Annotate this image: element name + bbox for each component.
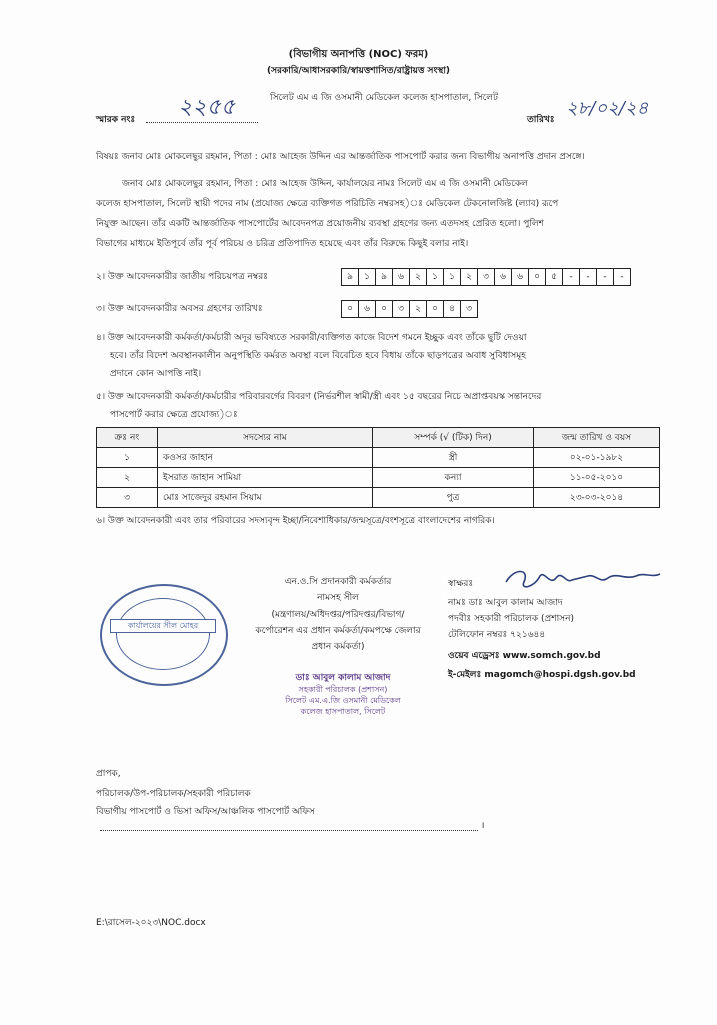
cell-relation: পুত্র [373, 488, 534, 508]
nid-digit: ৬ [494, 268, 512, 286]
nid-digit: - [562, 268, 580, 286]
seal-designation: সহকারী পরিচালক (প্রশাসন) [298, 685, 388, 694]
date-handwritten: ২৮/০২/২৪ [566, 98, 649, 119]
nid-digit: ১ [358, 268, 376, 286]
cell-birthdate: ০২-০১-১৯৮২ [534, 448, 660, 468]
table-row [97, 448, 660, 468]
seal-name: ডাঃ আবুল কালাম আজাদ [295, 673, 391, 683]
nid-digit: ১ [443, 268, 461, 286]
nid-label: ২। উক্ত আবেদনকারীর জাতীয় পরিচয়পত্র নম্বরঃ [96, 272, 268, 282]
noc-officer-line5: প্রধান কর্মকর্তা) [311, 642, 365, 652]
file-path: E:\রাসেল-২০২৩\NOC.docx [96, 918, 206, 928]
family-table [96, 427, 660, 508]
recipient-end-mark: । [481, 821, 485, 831]
seal-office-line1: সিলেট এম.এ.জি ওসমানী মেডিকেল [285, 696, 401, 705]
signer-designation: পদবীঃ সহকারী পরিচালক (প্রশাসন) [448, 614, 575, 624]
col-member-name: সদস্যের নাম [158, 428, 373, 448]
nid-digit: - [613, 268, 631, 286]
retirement-digit-boxes [341, 300, 477, 318]
item6-line: ৬। উক্ত আবেদনকারী এবং তার পরিবারের সদস্যবৃন্দ ইচ্ছা/নিবেশাধিকার/জন্মসূত্রে/বংশসূত্রে বাংলাদেশের নাগরিক। [96, 516, 495, 526]
noc-officer-line2: নামসহ সীল [317, 593, 359, 603]
nid-digit: ৫ [545, 268, 563, 286]
nid-digit: ৬ [392, 268, 410, 286]
nid-digit: ০ [528, 268, 546, 286]
memo-handwritten: ২২৫৫ [178, 95, 236, 120]
cell-serial: ১ [97, 448, 158, 468]
cell-member-name: মোঃ সাজেদুর রহমান সিয়াম [158, 488, 373, 508]
item4-line1: ৪। উক্ত আবেদনকারী কর্মকর্তা/কর্মচারী অদূর ভবিষ্যতে সরকারী/ব্যক্তিগত কাজে বিদেশ গমনে ইচ্ছুক এবং তাঁকে ছুটি দেওয়া [96, 333, 527, 343]
table-header-row [97, 428, 660, 448]
stamp-label: কার্যালয়ের সীল মোহর [110, 619, 216, 633]
cell-relation: স্ত্রী [373, 448, 534, 468]
retirement-digit: ০ [341, 300, 359, 318]
noc-officer-line4: কর্পোরেশন এর প্রধান কর্মকর্তা/কমপক্ষে জেলার [255, 626, 421, 636]
nid-digit: ২ [460, 268, 478, 286]
retirement-digit: ৪ [443, 300, 461, 318]
stamp-inner-ring [116, 598, 210, 670]
item4-line3: প্রদানে কোন আপত্তি নাই। [110, 369, 202, 379]
retirement-digit: ২ [409, 300, 427, 318]
signer-email: ই-মেইলঃ magomch@hospi.dgsh.gov.bd [448, 670, 636, 680]
form-subtitle: (সরকারি/আধাসরকারি/স্বায়ত্তশাসিত/রাষ্ট্রায়ত্ত সংস্থা) [266, 66, 451, 76]
recipient-line1: পরিচালক/উপ-পরিচালক/সহকারী পরিচালক [96, 789, 251, 799]
name-seal [258, 672, 428, 717]
cell-birthdate: ২৩-০৩-২০১৪ [534, 488, 660, 508]
para1-line1: জনাব মোঃ মোকলেছুর রহমান, পিতা : মোঃ আহেজ উদ্দিন, কার্যালয়ের নামঃ সিলেট এম এ জি ওসমানী মেডিকেল [122, 179, 528, 189]
nid-digit: ২ [409, 268, 427, 286]
nid-digit: ৩ [477, 268, 495, 286]
institution-name: সিলেট এম এ জি ওসমানী মেডিকেল কলেজ হাসপাতাল, সিলেট [270, 93, 498, 103]
cell-serial: ২ [97, 468, 158, 488]
retirement-digit: ৩ [460, 300, 478, 318]
noc-officer-line1: এন.ও.সি প্রদানকারী কর্মকর্তার [284, 577, 392, 587]
cell-member-name: ইসরাত জাহান সামিয়া [158, 468, 373, 488]
cell-relation: কন্যা [373, 468, 534, 488]
nid-digit: ৯ [375, 268, 393, 286]
col-relation: সম্পর্ক (√ (টিক) দিন) [373, 428, 534, 448]
para1-line3: নিযুক্ত আছেন। তাঁর একটি আন্তর্জাতিক পাসপোর্টের আবেদনপত্র প্রয়োজনীয় ব্যবস্থা গ্রহণের জন্য এতদসহ প্রেরিত হলো। পুলিশ [96, 219, 544, 229]
retirement-digit: ০ [426, 300, 444, 318]
item5-line1: ৫। উক্ত আবেদনকারী কর্মকর্তা/কর্মচারীর পরিবারবর্গের বিবরণ (নির্ভরশীল স্বামী/স্ত্রী এবং ১৫ বছরের নিচে অপ্রাপ্তবয়স্ক সন্তানদের [96, 392, 542, 402]
retirement-digit: ৬ [358, 300, 376, 318]
retirement-digit: ০ [375, 300, 393, 318]
signer-name: নামঃ ডাঃ আবুল কালাম আজাদ [448, 598, 563, 608]
retirement-digit: ৩ [392, 300, 410, 318]
cell-serial: ৩ [97, 488, 158, 508]
item4-line2: হবে। তাঁর বিদেশ অবস্থানকালীন অনুপস্থিতি কর্মরত অবস্থা বলে বিবেচিত হবে বিধায় তাঁকে ছাড়পত্রের অবাধ সুবিধাসমূহ [110, 351, 526, 361]
item5-line2: পাসপোর্ট করার ক্ষেত্রে প্রযোজ্য)ঃ [110, 410, 238, 420]
nid-digit: ৯ [341, 268, 359, 286]
table-row [97, 468, 660, 488]
nid-digit: - [596, 268, 614, 286]
col-birthdate: জন্ম তারিখ ও বয়স [534, 428, 660, 448]
form-title: (বিভাগীয় অনাপত্তি (NOC) ফরম) [288, 49, 429, 60]
nid-digit-boxes [341, 268, 630, 286]
nid-digit: ১ [426, 268, 444, 286]
para1-line2: কলেজ হাসপাতাল, সিলেট স্থায়ী পদের নাম (প্রযোজ্য ক্ষেত্রে ব্যক্তিগত পরিচিতি নম্বরসহ)ঃ মেডিকেল টেকনোলজিষ্ট (ল্যাব) রূপে [96, 199, 559, 209]
cell-birthdate: ১১-০৫-২০১০ [534, 468, 660, 488]
nid-digit: - [579, 268, 597, 286]
signer-phone: টেলিফোন নম্বরঃ ৭২১৬৪৪ [448, 630, 546, 640]
cell-member-name: কওসর জাহান [158, 448, 373, 468]
noc-officer-line3: (মন্ত্রণালয়/অধিদপ্তর/পরিদপ্তর/বিভাগ/ [271, 610, 405, 620]
recipient-line2: বিভাগীয় পাসপোর্ট ও ভিসা অফিস/আঞ্চলিক পাসপোর্ট অফিস [96, 807, 315, 817]
table-row [97, 488, 660, 508]
para1-line4: বিভাগের মাধ্যমে ইতিপূর্বে তাঁর পূর্ব পরিচয় ও চরিত্র প্রতিপাদিত হয়েছে এবং তাঁর বিরুদ্ধে কিছুই বলার নাই। [96, 239, 469, 249]
recipient-label: প্রাপক, [96, 769, 121, 779]
recipient-dotted-line [100, 830, 478, 831]
retirement-label: ৩। উক্ত আবেদনকারীর অবসর গ্রহণের তারিখঃ [96, 304, 263, 314]
col-serial: ক্রঃ নং [97, 428, 158, 448]
date-label: তারিখঃ [527, 115, 555, 125]
signature-label: স্বাক্ষরঃ [448, 579, 474, 589]
nid-digit: ৬ [511, 268, 529, 286]
signature-scribble [500, 566, 665, 596]
memo-label: স্মারক নংঃ [96, 115, 136, 125]
seal-office-line2: কলেজ হাসপাতাল, সিলেট [300, 707, 386, 716]
signer-web: ওয়েব এড্রেসঃ www.somch.gov.bd [448, 651, 601, 661]
office-round-stamp [100, 584, 228, 686]
subject-line: বিষয়ঃ জনাব মোঃ মোকলেছুর রহমান, পিতা : মোঃ আহেজ উদ্দিন এর আন্তর্জাতিক পাসপোর্ট করার জন্য বিভাগীয় অনাপত্তি প্রদান প্রসঙ্গে। [96, 152, 585, 162]
